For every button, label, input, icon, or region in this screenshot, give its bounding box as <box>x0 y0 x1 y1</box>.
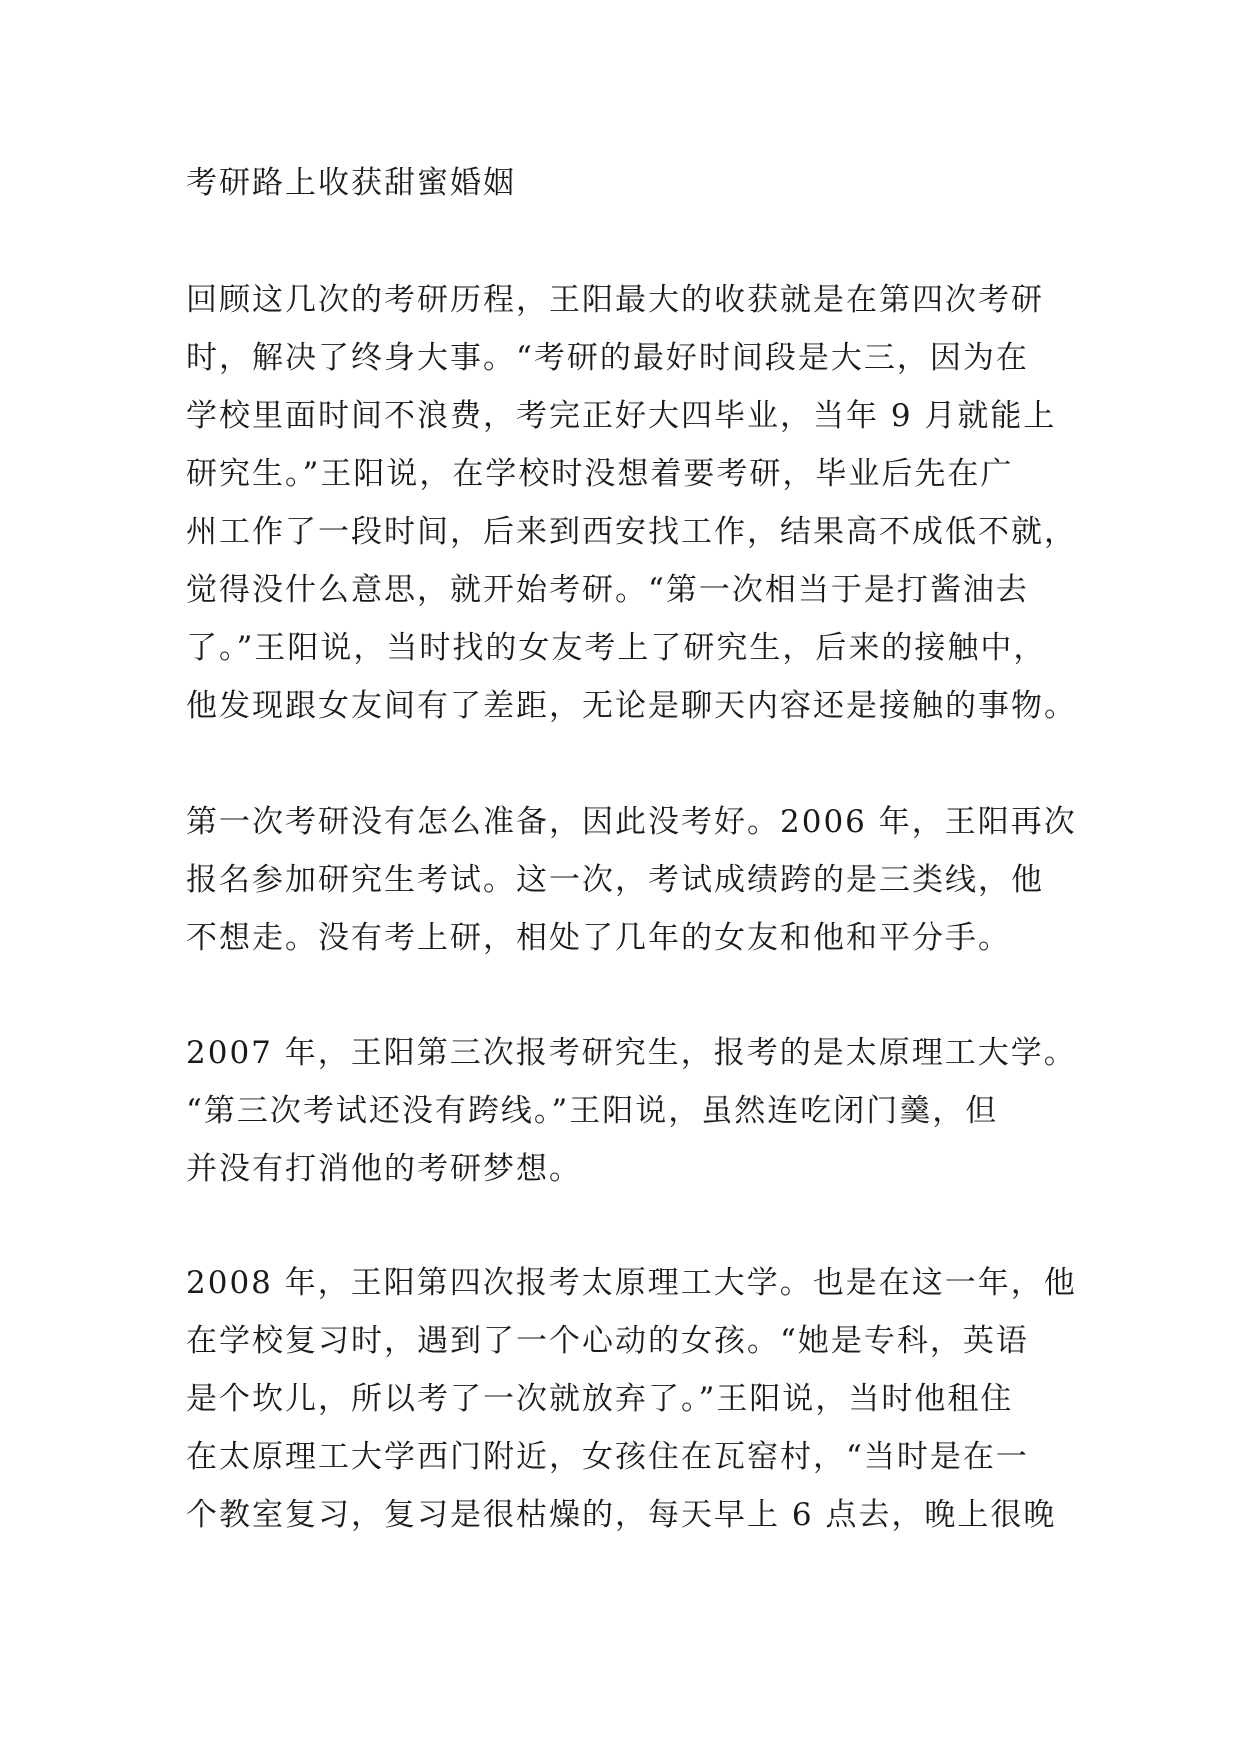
text-line: 他发现跟女友间有了差距，无论是聊天内容还是接触的事物。 <box>186 688 1077 724</box>
text-line: 在太原理工大学西门附近，女孩住在瓦窑村，“当时是在一 <box>186 1439 1029 1475</box>
paragraph-4 <box>186 1254 1077 1544</box>
text-line: 觉得没什么意思，就开始考研。“第一次相当于是打酱油去 <box>186 572 1029 608</box>
text-line: 回顾这几次的考研历程，王阳最大的收获就是在第四次考研 <box>186 282 1044 318</box>
text-line: 第一次考研没有怎么准备，因此没考好。2006 年，王阳再次 <box>186 804 1077 840</box>
text-line: 研究生。”王阳说，在学校时没想着要考研，毕业后先在广 <box>186 456 1014 492</box>
text-line: 学校里面时间不浪费，考完正好大四毕业，当年 9 月就能上 <box>186 398 1057 434</box>
text-line: 州工作了一段时间，后来到西安找工作，结果高不成低不就， <box>186 514 1077 550</box>
paragraph-1 <box>186 271 1077 735</box>
text-line: 报名参加研究生考试。这一次，考试成绩跨的是三类线，他 <box>186 862 1044 898</box>
paragraph-2 <box>186 793 1077 967</box>
paragraph-3 <box>186 1024 1077 1198</box>
text-line: 了。”王阳说，当时找的女友考上了研究生，后来的接触中， <box>186 630 1047 666</box>
text-line: 个教室复习，复习是很枯燥的，每天早上 6 点去，晚上很晚 <box>186 1497 1057 1533</box>
text-line: 时，解决了终身大事。“考研的最好时间段是大三，因为在 <box>186 340 1029 376</box>
article-title: 考研路上收获甜蜜婚姻 <box>186 165 516 201</box>
text-line: 在学校复习时，遇到了一个心动的女孩。“她是专科，英语 <box>186 1323 1029 1359</box>
text-line: 并没有打消他的考研梦想。 <box>186 1151 582 1187</box>
text-line: 2008 年，王阳第四次报考太原理工大学。也是在这一年，他 <box>186 1265 1077 1301</box>
text-line: 不想走。没有考上研，相处了几年的女友和他和平分手。 <box>186 920 1011 956</box>
text-line: 是个坎儿，所以考了一次就放弃了。”王阳说，当时他租住 <box>186 1381 1014 1417</box>
text-line: 2007 年，王阳第三次报考研究生，报考的是太原理工大学。 <box>186 1035 1077 1071</box>
text-line: “第三次考试还没有跨线。”王阳说，虽然连吃闭门羹，但 <box>186 1093 999 1129</box>
